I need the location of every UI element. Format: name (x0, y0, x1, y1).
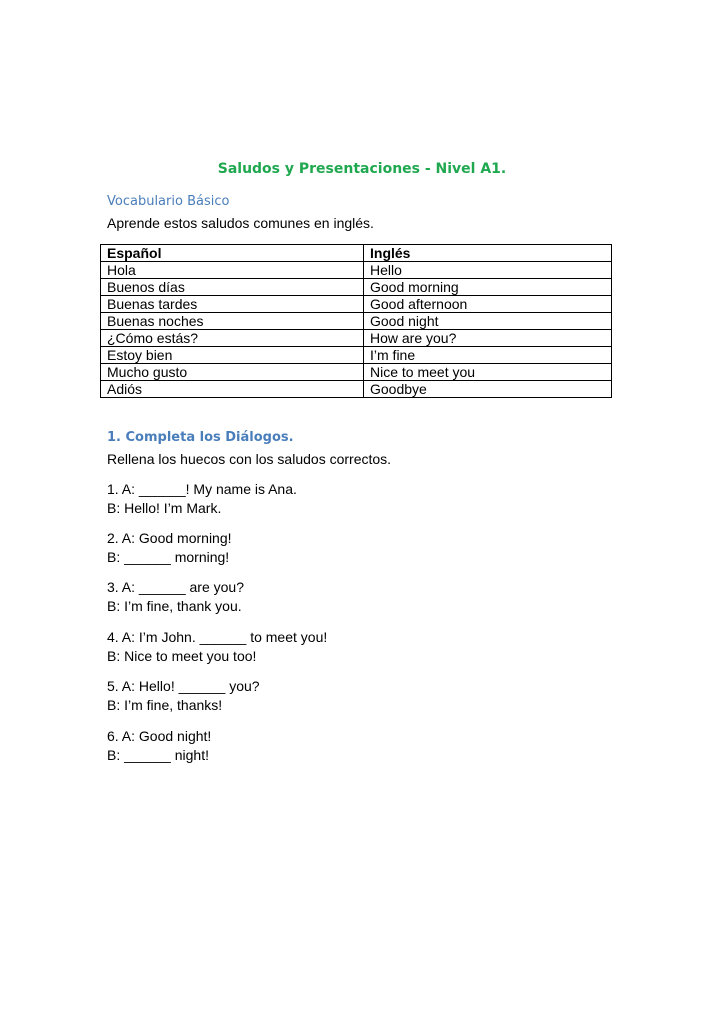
vocabulary-intro: Aprende estos saludos comunes en inglés. (107, 215, 374, 231)
english-cell: Good afternoon (364, 296, 612, 313)
table-header-row (101, 245, 612, 262)
table-row (101, 313, 612, 330)
dialog-item-3 (107, 578, 244, 616)
table-header-spanish: Español (101, 245, 364, 262)
dialog-line-b: B: Hello! I’m Mark. (107, 500, 222, 516)
table-row (101, 296, 612, 313)
spanish-cell: Adiós (101, 381, 364, 398)
english-cell: How are you? (364, 330, 612, 347)
spanish-cell: Buenos días (101, 279, 364, 296)
vocabulary-table (100, 244, 612, 398)
dialog-line-a: 4. A: I’m John. ______ to meet you! (107, 629, 328, 645)
dialog-line-b: B: I’m fine, thank you. (107, 598, 242, 614)
spanish-cell: ¿Cómo estás? (101, 330, 364, 347)
dialog-item-5 (107, 677, 260, 715)
vocabulary-heading: Vocabulario Básico (107, 194, 230, 209)
dialog-line-b: B: Nice to meet you too! (107, 648, 257, 664)
table-row (101, 262, 612, 279)
dialog-line-b: B: I’m fine, thanks! (107, 697, 223, 713)
spanish-cell: Buenas tardes (101, 296, 364, 313)
dialog-item-2 (107, 529, 232, 567)
dialog-line-a: 5. A: Hello! ______ you? (107, 678, 260, 694)
dialogs-intro: Rellena los huecos con los saludos correctos. (107, 451, 392, 467)
dialogs-heading: 1. Completa los Diálogos. (107, 430, 294, 445)
english-cell: I’m fine (364, 347, 612, 364)
dialog-line-b: B: ______ night! (107, 747, 209, 763)
english-cell: Good night (364, 313, 612, 330)
dialog-line-a: 1. A: ______! My name is Ana. (107, 481, 297, 497)
dialog-item-6 (107, 727, 211, 765)
dialog-item-4 (107, 628, 327, 666)
english-cell: Good morning (364, 279, 612, 296)
dialog-line-a: 6. A: Good night! (107, 728, 212, 744)
table-row (101, 381, 612, 398)
english-cell: Goodbye (364, 381, 612, 398)
table-row (101, 330, 612, 347)
dialog-item-1 (107, 480, 297, 518)
page-title: Saludos y Presentaciones - Nivel A1. (217, 161, 507, 177)
spanish-cell: Mucho gusto (101, 364, 364, 381)
dialog-line-a: 3. A: ______ are you? (107, 579, 244, 595)
spanish-cell: Hola (101, 262, 364, 279)
spanish-cell: Buenas noches (101, 313, 364, 330)
table-header-english: Inglés (364, 245, 612, 262)
dialog-line-b: B: ______ morning! (107, 549, 230, 565)
table-row (101, 347, 612, 364)
dialog-line-a: 2. A: Good morning! (107, 530, 232, 546)
english-cell: Hello (364, 262, 612, 279)
spanish-cell: Estoy bien (101, 347, 364, 364)
table-row (101, 279, 612, 296)
table-row (101, 364, 612, 381)
english-cell: Nice to meet you (364, 364, 612, 381)
